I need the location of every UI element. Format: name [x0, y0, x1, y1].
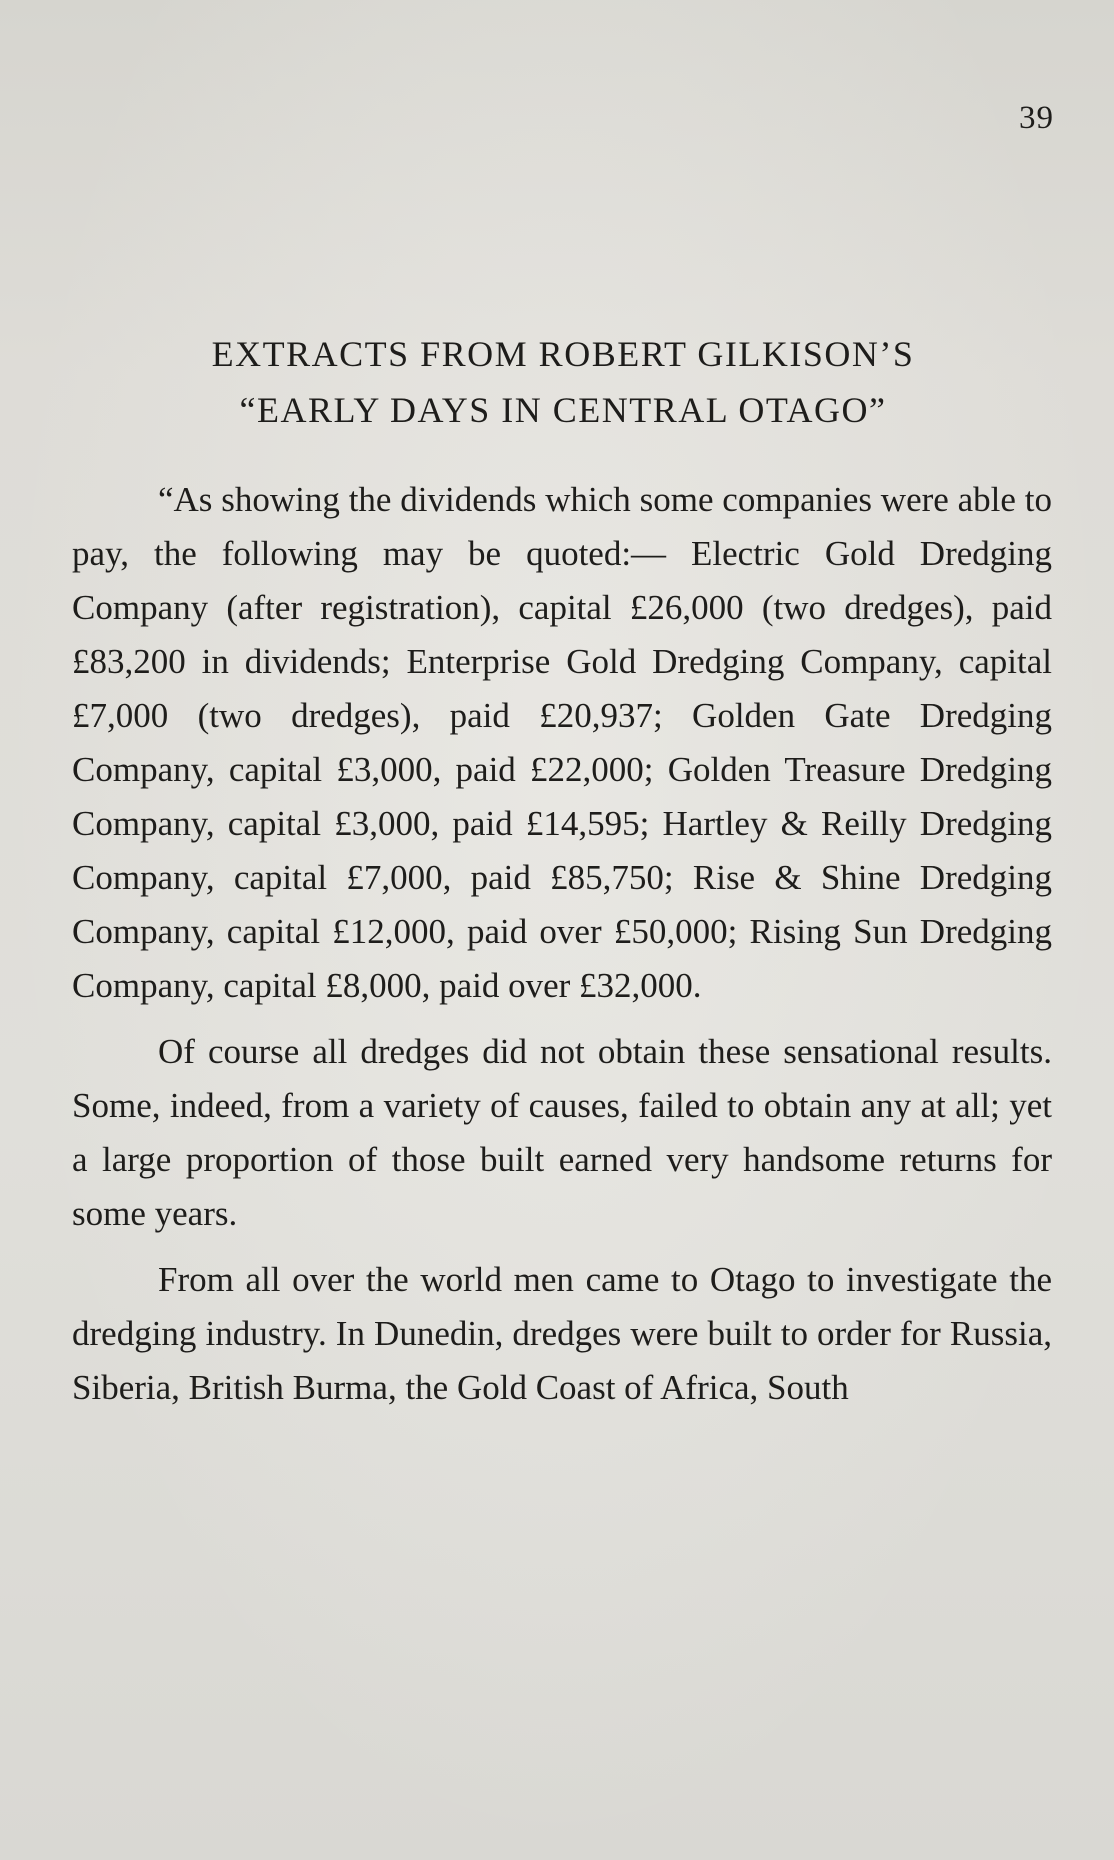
section-heading — [70, 326, 1056, 438]
paragraph: “As showing the dividends which some companies were able to pay, the following may be quoted:— Electric Gold Dredging Company (after registration), capital £26,000 (two dredges), paid £83,200 in dividends; Enterprise Gold Dredging Company, capital £7,000 (two dredges), paid £20,937; Golden Gate Dredging Company, capital £3,000, paid £22,000; Golden Treasure Dredging Company, capital £3,000, paid £14,595; Hartley & Reilly Dredging Company, capital £7,000, paid £85,750; Rise & Shine Dredging Company, capital £12,000, paid over £50,000; Rising Sun Dredging Company, capital £8,000, paid over £32,000. — [72, 480, 1052, 1005]
page-number: 39 — [1019, 100, 1054, 136]
heading-line-2: “EARLY DAYS IN CENTRAL OTAGO” — [239, 390, 887, 430]
heading-line-1: EXTRACTS FROM ROBERT GILKISON’S — [211, 334, 915, 374]
body-text — [72, 473, 1052, 1427]
paragraph: From all over the world men came to Otago to investigate the dredging industry. In Dunedin, dredges were built to order for Russia, Siberia, British Burma, the Gold Coast of Africa, South — [72, 1260, 1052, 1407]
paragraph: Of course all dredges did not obtain these sensational results. Some, indeed, from a variety of causes, failed to obtain any at all; yet a large proportion of those built earned very handsome returns for some years. — [72, 1032, 1052, 1233]
